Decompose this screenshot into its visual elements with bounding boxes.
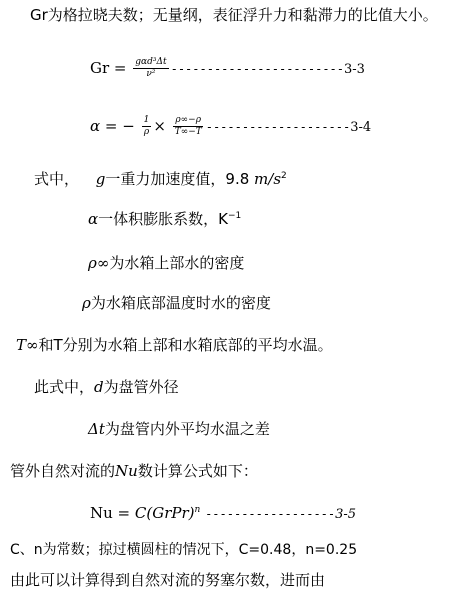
equation-3-3 bbox=[90, 58, 365, 79]
definition-text: 为水箱底部温度时水的密度 bbox=[90, 294, 271, 312]
times-symbol: × bbox=[153, 117, 166, 135]
definition-text: 数计算公式如下： bbox=[137, 462, 258, 480]
symbol-d: d bbox=[94, 378, 104, 396]
equation-3-5 bbox=[90, 506, 356, 521]
symbol-g: g bbox=[95, 170, 106, 188]
eq-dashes: -------------------- bbox=[205, 120, 351, 134]
eq-denominator: T∞−T bbox=[174, 127, 202, 137]
symbol-t-inf: T∞ bbox=[16, 336, 39, 354]
eq-number: 3-3 bbox=[344, 62, 365, 77]
eq-number: 3-5 bbox=[335, 507, 357, 522]
conclusion-line: 由此可以计算得到自然对流的努塞尔数，进而由 bbox=[10, 571, 326, 589]
eq-denominator: ρ bbox=[143, 127, 150, 137]
eq-denominator: ν² bbox=[146, 69, 156, 79]
delta-t-definition bbox=[88, 422, 270, 437]
temperature-definition bbox=[16, 338, 333, 353]
eq-fraction-1 bbox=[142, 116, 152, 137]
eq-exponent: n bbox=[194, 505, 201, 515]
definition-text: 为盘管外径 bbox=[103, 378, 179, 396]
symbol-delta-t: Δt bbox=[88, 420, 105, 438]
unit-text: m/s bbox=[254, 170, 282, 188]
definition-text: 为盘管内外平均水温之差 bbox=[104, 420, 270, 438]
eq-dashes: ------------------ bbox=[205, 507, 336, 521]
eq-fraction bbox=[133, 58, 168, 79]
eq-number: 3-4 bbox=[350, 120, 372, 135]
eq-rhs: C(GrPr) bbox=[134, 504, 195, 522]
prefix-text: 管外自然对流的 bbox=[10, 462, 116, 480]
symbol-rho-inf: ρ∞ bbox=[88, 254, 110, 272]
symbol-alpha: α bbox=[88, 210, 99, 228]
eq-lhs: Gr = bbox=[90, 59, 127, 77]
eq-numerator: gαd³Δt bbox=[135, 57, 167, 67]
rho-inf-definition bbox=[88, 256, 244, 271]
alpha-definition bbox=[88, 212, 241, 227]
grashof-definition: Gr为格拉晓夫数；无量纲，表征浮升力和黏滞力的比值大小。 bbox=[30, 6, 438, 24]
eq-fraction-2 bbox=[173, 116, 204, 137]
symbol-nu: Nu bbox=[115, 462, 138, 480]
symbol-rho: ρ bbox=[82, 294, 91, 312]
definition-text: 和T分别为水箱上部和水箱底部的平均水温。 bbox=[38, 336, 333, 354]
gravity-definition bbox=[34, 172, 287, 187]
eq-dashes: ------------------------ bbox=[170, 62, 344, 76]
unit-exponent: −1 bbox=[227, 211, 242, 221]
d-definition bbox=[34, 380, 179, 395]
definition-text: 一重力加速度值，9.8 bbox=[105, 170, 250, 188]
eq-lhs: α = − bbox=[90, 117, 135, 135]
unit-exponent: 2 bbox=[281, 171, 287, 181]
definition-text: 为水箱上部水的密度 bbox=[109, 254, 245, 272]
rho-definition bbox=[82, 296, 271, 311]
definition-text: 一体积膨胀系数，K bbox=[98, 210, 228, 228]
prefix-text: 此式中， bbox=[34, 378, 95, 396]
equation-3-4 bbox=[90, 116, 371, 137]
nusselt-intro bbox=[10, 464, 258, 479]
eq-numerator: 1 bbox=[143, 115, 150, 125]
constants-line: C、n为常数；掠过横圆柱的情况下，C=0.48，n=0.25 bbox=[10, 542, 358, 558]
eq-lhs: Nu = bbox=[90, 504, 135, 522]
prefix-text: 式中， bbox=[34, 170, 80, 188]
eq-numerator: ρ∞−ρ bbox=[175, 115, 202, 125]
